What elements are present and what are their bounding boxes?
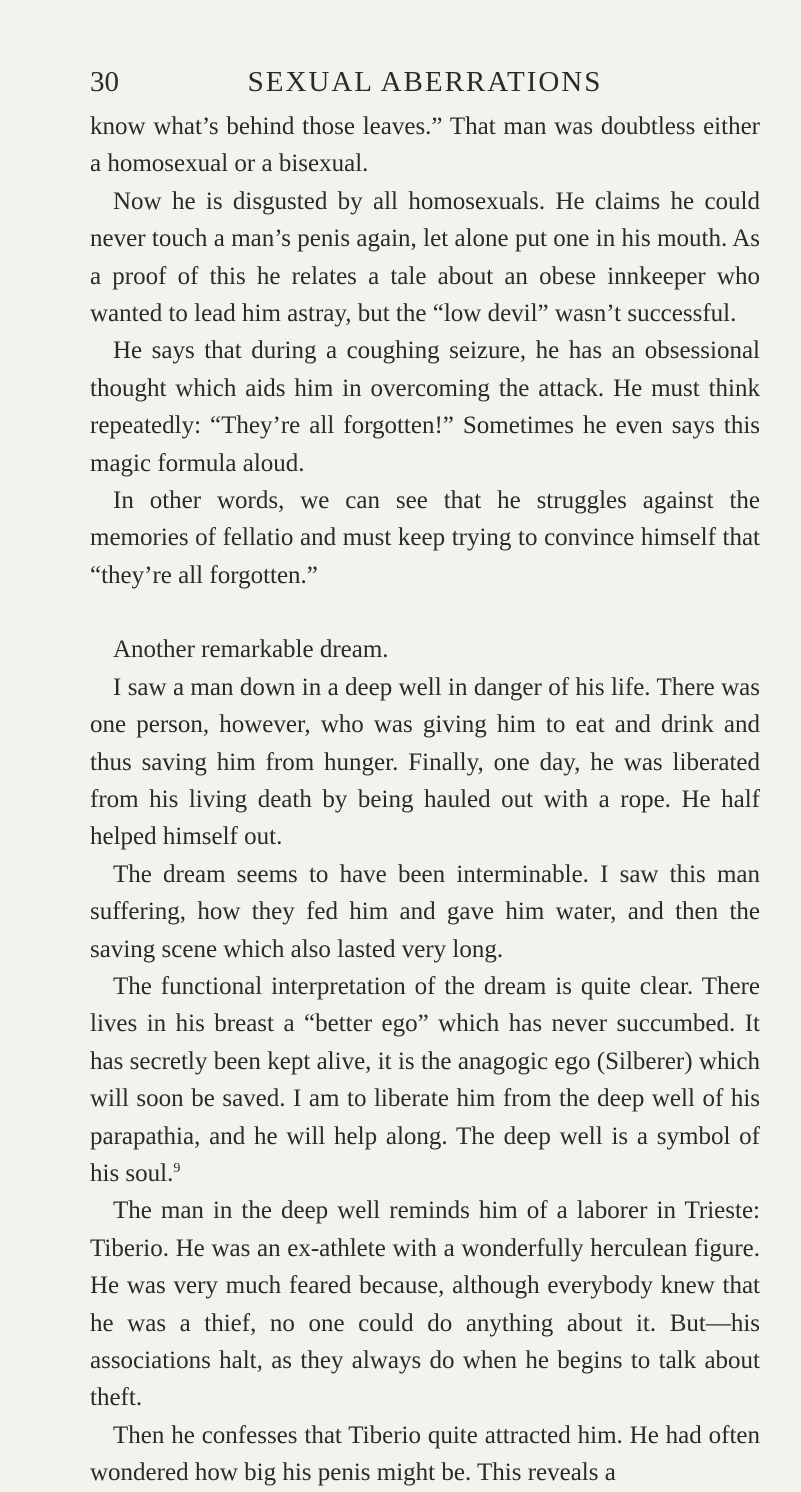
- paragraph-dream-intro: Another remarkable dream.: [113, 636, 389, 664]
- page-number: 30: [90, 66, 119, 98]
- paragraph-dream: I saw a man down in a deep well in danger of his life. There was one person, however, who was giving him to eat and drink and thus saving him from hunger. Finally, one day, he was liberated from his living death by being hauled out with a rope. He half helped himself out.: [90, 673, 760, 851]
- page-header: [90, 62, 760, 102]
- footnote-marker: 9: [173, 1160, 181, 1176]
- paragraph: He says that during a coughing seizure, he has an obsessional thought which aids him in overcoming the attack. He must think repeatedly: “They’re all forgotten!” Sometimes he even says this magic formula aloud.: [90, 337, 760, 477]
- paragraph: In other words, we can see that he struggles against the memories of fellatio and must keep trying to convince himself that “they’re all forgotten.”: [90, 487, 760, 589]
- body-text: [90, 108, 760, 1492]
- paragraph: The man in the deep well reminds him of a laborer in Trieste: Tiberio. He was an ex-athlete with a wonderfully herculean figure. He was very much feared because, although everybody knew that he was a thief, no one could do anything about it. But—his associations halt, as they always do when he begins to talk about theft.: [90, 1197, 760, 1412]
- running-head: SEXUAL ABERRATIONS: [247, 66, 603, 98]
- paragraph: The dream seems to have been interminable. I saw this man suffering, how they fed him and gave him water, and then the saving scene which also lasted very long.: [90, 860, 760, 963]
- paragraph: Then he confesses that Tiberio quite attracted him. He had often wondered how big his penis might be. This reveals a: [90, 1421, 760, 1487]
- paragraph-with-footnote: [90, 968, 760, 1192]
- paragraph-continuation: know what’s behind those leaves.” That man was doubtless either a homosexual or a bisexual.: [90, 113, 760, 178]
- paragraph: Now he is disgusted by all homosexuals. He claims he could never touch a man’s penis again, let alone put one in his mouth. As a proof of this he relates a tale about an obese innkeeper who wanted to lead him astray, but the “low devil” wasn’t successful.: [90, 187, 760, 328]
- paragraph-text: The functional interpretation of the dream is quite clear. There lives in his breast a “better ego” which has never succumbed. It has secretly been kept alive, it is the anagogic ego (Silberer) which will soon be saved. I am to liberate him from the deep well of his parapathia, and he will help along. The deep well is a symbol of his soul.: [90, 972, 760, 1187]
